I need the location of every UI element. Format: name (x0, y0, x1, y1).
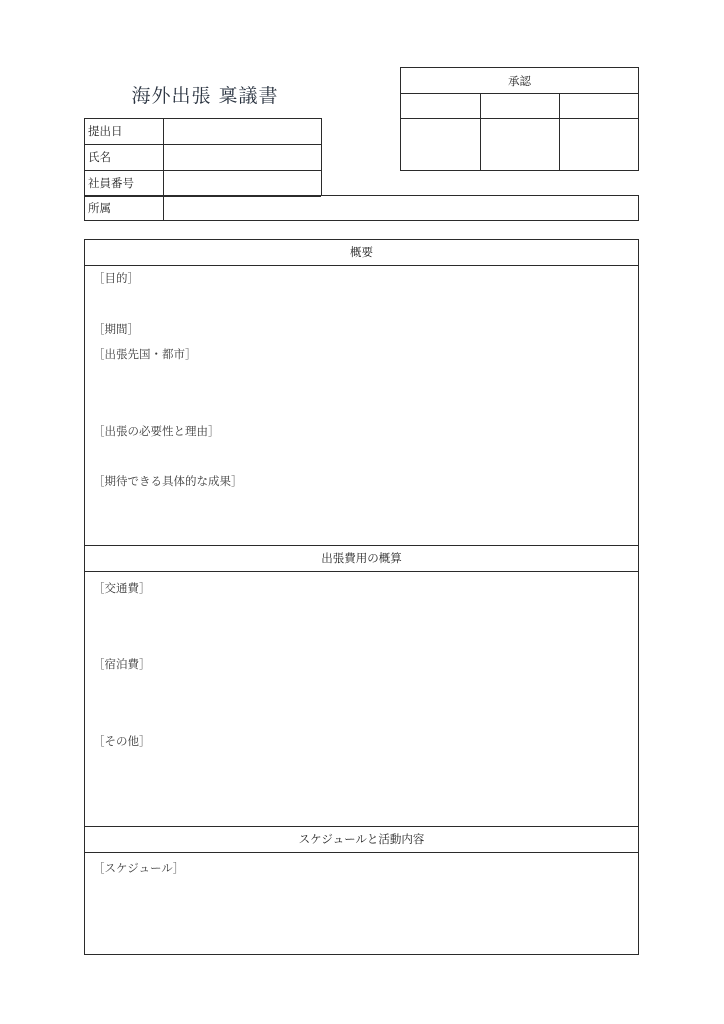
name-label: 氏名 (88, 150, 111, 164)
name-row (85, 145, 321, 171)
applicant-info-table (84, 118, 322, 196)
department-label: 所属 (88, 201, 111, 215)
label-divider (163, 196, 164, 220)
transport-cost-item: ［交通費］ (93, 581, 151, 595)
document-title: 海外出張 稟議書 (131, 85, 279, 107)
other-cost-item: ［その他］ (93, 734, 151, 748)
schedule-header: スケジュールと活動内容 (85, 827, 638, 853)
purpose-item: ［目的］ (93, 271, 139, 285)
label-divider (163, 119, 164, 196)
overview-section (84, 239, 639, 546)
employee-no-row (85, 171, 321, 197)
necessity-item: ［出張の必要性と理由］ (93, 424, 220, 438)
department-row (84, 195, 639, 221)
lodging-cost-item: ［宿泊費］ (93, 657, 151, 671)
overview-header: 概要 (85, 240, 638, 266)
destination-item: ［出張先国・都市］ (93, 347, 197, 361)
submit-date-row (85, 119, 321, 145)
cost-estimate-header: 出張費用の概算 (85, 546, 638, 572)
expected-results-item: ［期待できる具体的な成果］ (93, 474, 243, 488)
schedule-section (84, 826, 639, 955)
approval-divider (559, 94, 560, 170)
approval-label: 承認 (401, 68, 638, 94)
submit-date-label: 提出日 (88, 124, 123, 138)
employee-no-label: 社員番号 (88, 176, 134, 190)
approval-role-row (401, 94, 638, 119)
schedule-item: ［スケジュール］ (93, 861, 185, 875)
cost-estimate-section (84, 545, 639, 827)
period-item: ［期間］ (93, 322, 139, 336)
approval-box (400, 67, 639, 171)
approval-divider (480, 94, 481, 170)
